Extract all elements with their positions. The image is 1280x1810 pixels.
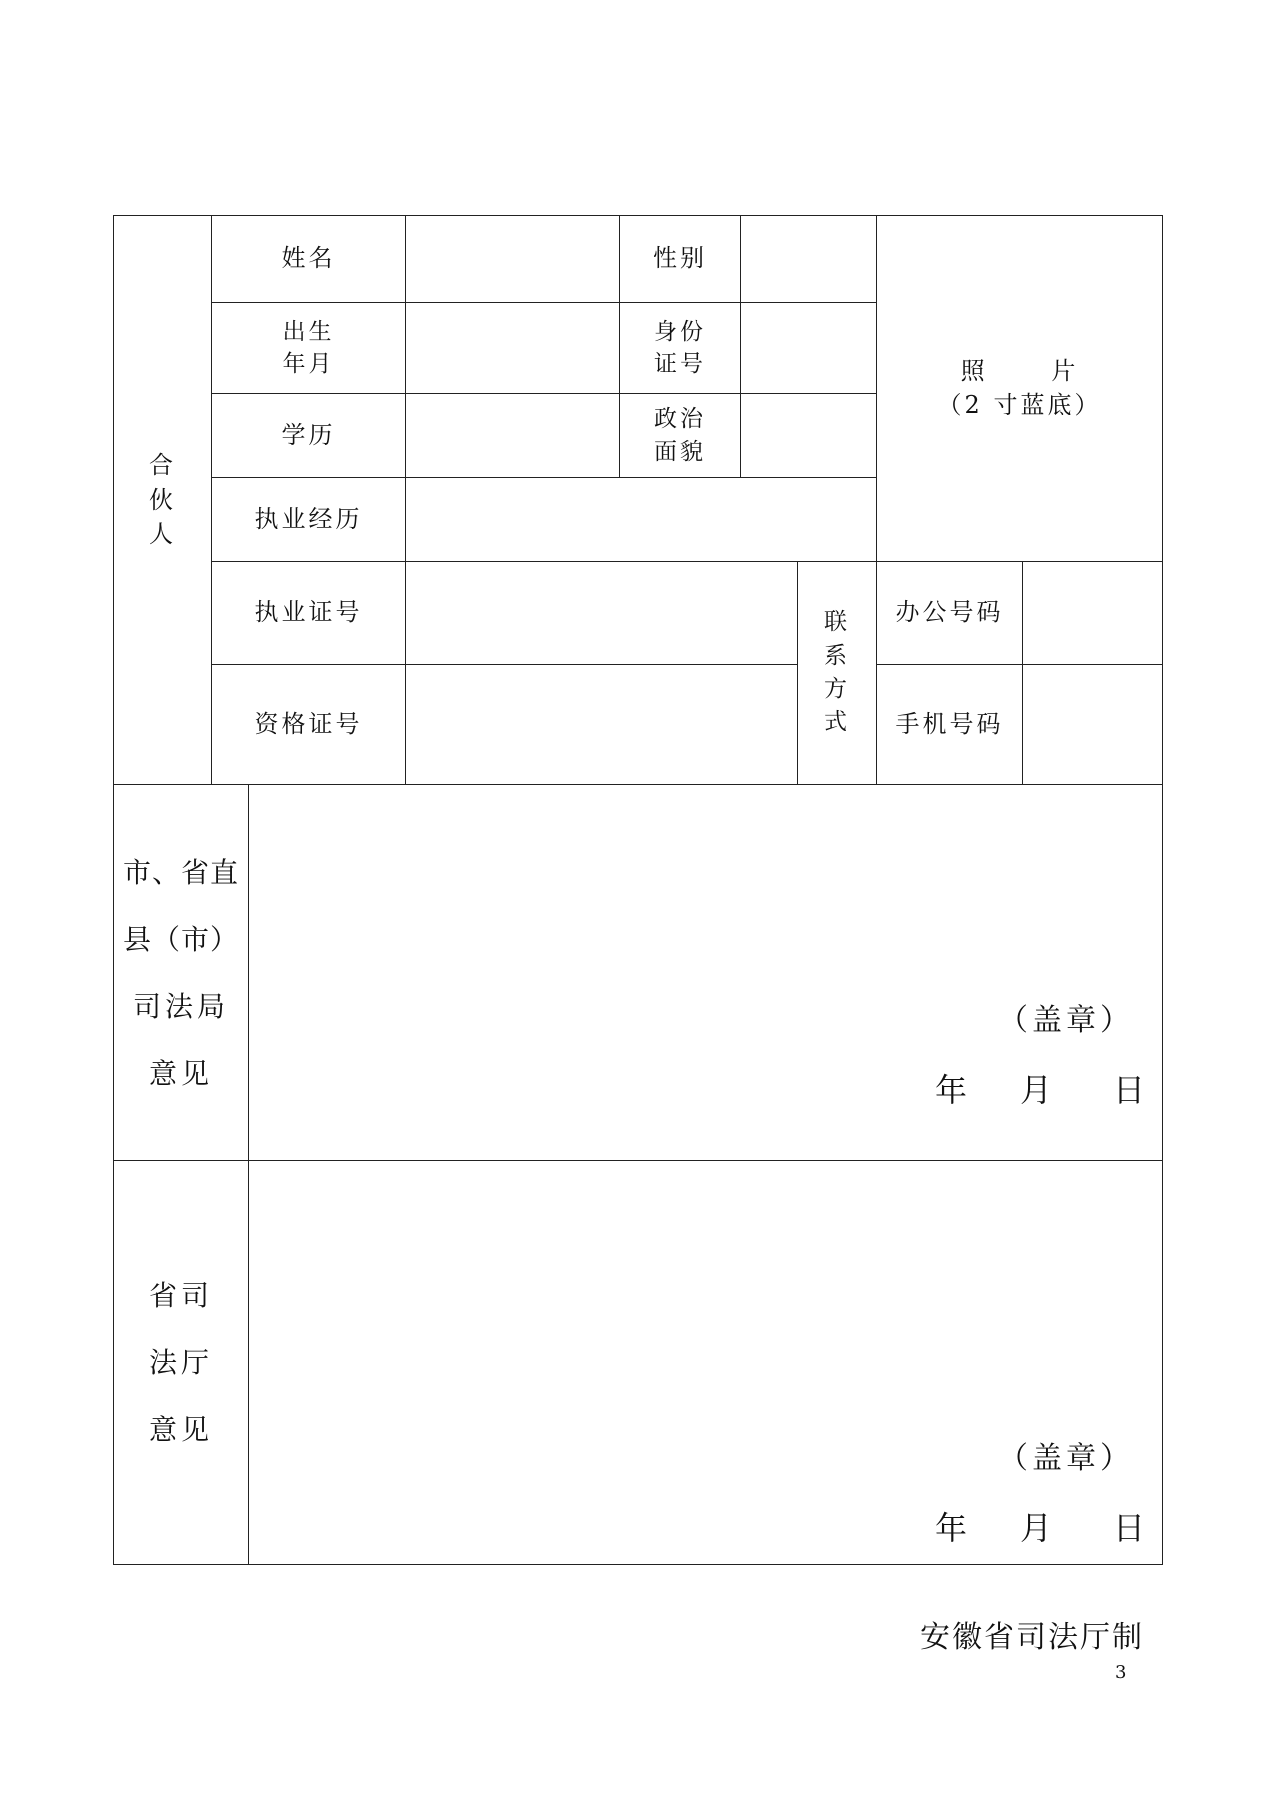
province-date-year: 年: [934, 1509, 970, 1547]
city-date-month: 月: [1019, 1071, 1055, 1109]
city-date-year: 年: [934, 1071, 970, 1109]
partner-char-3: 人: [149, 520, 176, 549]
photo-box[interactable]: [876, 215, 1163, 562]
id-number-label: [619, 302, 741, 394]
province-opinion-line3: 意见: [148, 1413, 213, 1446]
city-date-day: 日: [1112, 1071, 1148, 1109]
contact-char-4: 式: [824, 709, 850, 736]
experience-label: 执业经历: [211, 477, 406, 562]
political-label-line2: 面貌: [654, 438, 706, 465]
province-dept-opinion-label: [113, 1160, 249, 1565]
contact-char-3: 方: [824, 676, 850, 702]
city-opinion-line1: 市、省直: [122, 855, 239, 889]
contact-label: [797, 561, 877, 785]
birth-label: [211, 302, 406, 394]
city-opinion-line4: 意见: [148, 1056, 213, 1090]
province-opinion-line1: 省司: [148, 1279, 213, 1312]
office-phone-field[interactable]: [1022, 561, 1163, 665]
mobile-label: 手机号码: [876, 664, 1023, 785]
province-date-day: 日: [1112, 1509, 1148, 1547]
mobile-field[interactable]: [1022, 664, 1163, 785]
partner-char-1: 合: [149, 450, 176, 479]
qualification-number-label: 资格证号: [211, 664, 406, 785]
gender-label: 性别: [619, 215, 741, 303]
id-label-line1: 身份: [654, 318, 706, 345]
education-field[interactable]: [405, 393, 620, 478]
political-label-line1: 政治: [654, 406, 706, 433]
gender-field[interactable]: [740, 215, 877, 303]
city-date: [935, 1068, 1148, 1113]
birth-field[interactable]: [405, 302, 620, 394]
qualification-number-field[interactable]: [405, 664, 798, 785]
city-seal-text: （盖章）: [998, 1003, 1134, 1038]
name-label: 姓名: [211, 215, 406, 303]
photo-label: 照 片: [960, 356, 1079, 385]
office-phone-label: 办公号码: [876, 561, 1023, 665]
contact-char-1: 联: [824, 609, 850, 636]
city-opinion-line2: 县（市）: [122, 922, 239, 956]
page-number: 3: [1115, 1662, 1127, 1683]
issuer-text: 安徽省司法厅制: [920, 1620, 1144, 1655]
political-status-label: [619, 393, 741, 478]
education-label: 学历: [211, 393, 406, 478]
photo-note: （2 寸蓝底）: [937, 390, 1102, 419]
id-label-line2: 证号: [654, 351, 706, 377]
birth-label-line2: 年月: [282, 351, 335, 377]
partner-char-2: 伙: [149, 485, 176, 514]
id-number-field[interactable]: [740, 302, 877, 394]
birth-label-line1: 出生: [282, 318, 335, 345]
experience-field[interactable]: [405, 477, 877, 562]
license-number-label: 执业证号: [211, 561, 406, 665]
contact-char-2: 系: [824, 642, 850, 669]
partner-application-form: [113, 215, 1163, 1565]
province-seal-text: （盖章）: [998, 1441, 1134, 1476]
political-status-field[interactable]: [740, 393, 877, 478]
partner-section-label: [113, 215, 212, 785]
province-opinion-line2: 法厅: [148, 1346, 213, 1379]
province-dept-opinion-field[interactable]: [248, 1160, 1163, 1565]
province-date-month: 月: [1019, 1509, 1055, 1547]
province-date: [935, 1506, 1148, 1551]
city-bureau-opinion-label: [113, 784, 249, 1161]
license-number-field[interactable]: [405, 561, 798, 665]
city-bureau-opinion-field[interactable]: [248, 784, 1163, 1161]
name-field[interactable]: [405, 215, 620, 303]
city-opinion-line3: 司法局: [132, 989, 229, 1023]
